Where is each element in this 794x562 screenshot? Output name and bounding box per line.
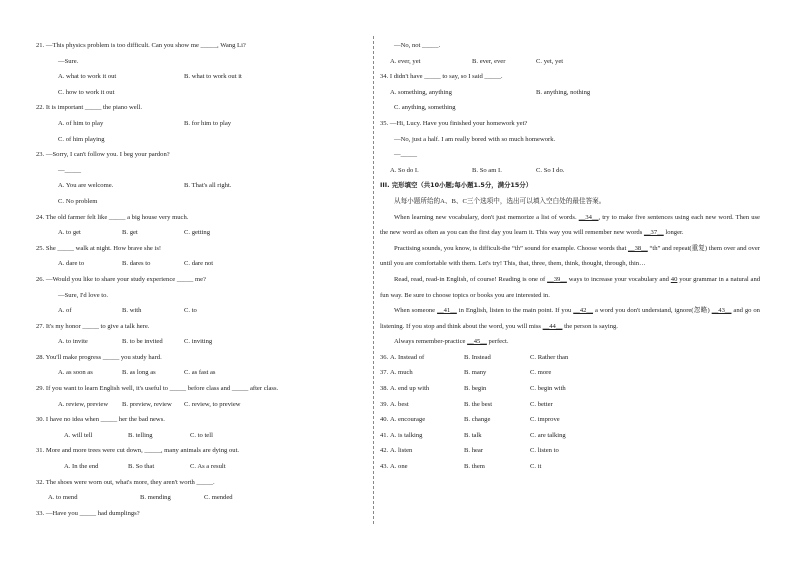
cloze-paragraph-5: [380, 334, 760, 350]
blank-42[interactable]: __42__: [573, 307, 594, 315]
q27-option-c[interactable]: C. inviting: [184, 338, 213, 346]
q22-option-a[interactable]: A. of him to play: [58, 119, 104, 127]
question-28: 28. You'll make progress _____ you study hard.: [36, 353, 162, 361]
q28-option-a[interactable]: A. as soon as: [58, 369, 93, 377]
q31-option-a[interactable]: A. In the end: [64, 463, 99, 471]
question-number: 39.: [380, 400, 389, 408]
cloze-answer-row: [380, 428, 760, 444]
cloze-text: When someone: [394, 307, 436, 315]
blank-38[interactable]: __38__: [627, 244, 648, 252]
option-c[interactable]: C. better: [530, 400, 553, 408]
question-35: 35. —Hi, Lucy. Have you finished your homework yet?: [380, 119, 528, 127]
question-21: 21. —This physics problem is too difficult. Can you show me _____, Wang Li?: [36, 42, 246, 49]
q23-reply: —_____: [58, 166, 82, 174]
q21-option-a[interactable]: A. what to work it out: [58, 73, 117, 81]
column-divider: [373, 36, 374, 524]
q30-option-b[interactable]: B. telling: [128, 431, 153, 439]
cloze-text: the person is saying.: [564, 322, 618, 330]
q27-option-a[interactable]: A. to invite: [58, 338, 88, 346]
option-c[interactable]: C. begin with: [530, 385, 566, 393]
blank-44[interactable]: __44__: [542, 322, 563, 330]
blank-34[interactable]: __34__: [578, 213, 599, 221]
question-number: 41.: [380, 431, 389, 439]
question-30: 30. I have no idea when _____ her the bad news.: [36, 416, 165, 424]
question-number: 36.: [380, 353, 389, 361]
left-column: [36, 38, 366, 521]
cloze-paragraph-4: [380, 303, 760, 334]
option-a[interactable]: A. best: [390, 400, 409, 408]
option-a[interactable]: A. is talking: [390, 431, 423, 439]
option-c[interactable]: C. Rather than: [530, 353, 569, 361]
q23-option-b[interactable]: B. That's all right.: [184, 182, 232, 190]
cloze-paragraph-1: [380, 210, 760, 241]
q32-option-a[interactable]: A. to mend: [48, 494, 78, 502]
option-a[interactable]: A. much: [390, 369, 413, 377]
cloze-answer-row: [380, 443, 760, 459]
cloze-paragraph-2: [380, 241, 760, 272]
option-a[interactable]: A. Instead of: [390, 353, 425, 361]
q32-options: [36, 490, 366, 506]
blank-40[interactable]: 40: [670, 275, 678, 283]
cloze-text: perfect.: [488, 338, 509, 346]
q23-option-c[interactable]: C. No problem: [58, 197, 98, 205]
option-c[interactable]: C. it: [530, 463, 542, 471]
cloze-text: “th” and repeat(重复) them over and over until you are comfortable with them. Let's try! This, that, three, them, think, thought, through, thin…: [380, 244, 760, 268]
cloze-answer-row: [380, 350, 760, 366]
cloze-text: longer.: [665, 229, 684, 237]
q27-options: [36, 334, 366, 350]
q33-reply: —No, not _____.: [394, 42, 441, 49]
q35-option-b[interactable]: B. So am I.: [472, 166, 502, 174]
q32-option-b[interactable]: B. mending: [140, 494, 171, 502]
q21-options: [36, 69, 366, 85]
cloze-text: Read, read, read-in English, of course! Reading is one of: [394, 275, 546, 283]
option-b[interactable]: B. the best: [464, 400, 493, 408]
question-26: 26. —Would you like to share your study experience _____ me?: [36, 275, 206, 283]
question-33: 33. —Have you _____ had dumplings?: [36, 509, 140, 517]
q26-reply: —Sure, I'd love to.: [58, 291, 109, 299]
cloze-text: in English, listen to the main point. If you: [458, 307, 572, 315]
question-22: 22. It is important _____ the piano well.: [36, 104, 143, 112]
cloze-text: When learning new vocabulary, don't just memorize a list of words.: [394, 213, 577, 221]
q33-option-a[interactable]: A. ever, yet: [390, 57, 421, 65]
blank-45[interactable]: __45__: [467, 338, 487, 346]
question-number: 38.: [380, 385, 389, 393]
option-c[interactable]: C. more: [530, 369, 552, 377]
right-column: [380, 38, 760, 475]
question-number: 43.: [380, 463, 389, 471]
cloze-paragraph-3: [380, 272, 760, 303]
q24-option-c[interactable]: C. getting: [184, 229, 211, 237]
option-b[interactable]: B. talk: [464, 431, 482, 439]
q25-option-b[interactable]: B. dares to: [122, 260, 151, 268]
q28-option-b[interactable]: B. as long as: [122, 369, 156, 377]
q33-option-b[interactable]: B. ever, ever: [472, 57, 506, 65]
cloze-text: your grammar in a natural and fun way. Be sure to choose topics or books you are interested in.: [380, 275, 761, 299]
question-32: 32. The shoes were worn out, what's more, they aren't worth _____.: [36, 478, 215, 486]
q31-option-b[interactable]: B. So that: [128, 463, 155, 471]
question-number: 37.: [380, 369, 389, 377]
q35-option-c[interactable]: C. So I do.: [536, 166, 565, 174]
q33-option-c[interactable]: C. yet, yet: [536, 57, 564, 65]
option-b[interactable]: B. hear: [464, 447, 484, 455]
q21-option-c[interactable]: C. how to work it out: [58, 88, 115, 96]
q34-option-b[interactable]: B. anything, nothing: [536, 88, 591, 96]
option-b[interactable]: B. begin: [464, 385, 487, 393]
q34-options: [380, 85, 760, 101]
q31-options: [36, 459, 366, 475]
option-a[interactable]: A. end up with: [390, 385, 430, 393]
q22-option-b[interactable]: B. for him to play: [184, 119, 232, 127]
q34-option-a[interactable]: A. something, anything: [390, 88, 452, 96]
q21-option-b[interactable]: B. what to work out it: [184, 73, 242, 81]
cloze-text: a word you don't understand, ignore(忽略): [594, 307, 710, 315]
question-24: 24. The old farmer felt like _____ a big house very much.: [36, 213, 189, 221]
question-25: 25. She _____ walk at night. How brave she is!: [36, 244, 162, 252]
cloze-text: Always remember-practice: [394, 338, 466, 346]
section-instruction: 从每小题所给的A、B、C三个选项中，选出可以填入空白处的最佳答案。: [394, 197, 606, 205]
cloze-answer-row: [380, 459, 760, 475]
blank-41[interactable]: __41__: [437, 307, 457, 315]
q35-reply: —No, just a half. I am really bored with so much homework.: [394, 135, 556, 143]
q35-options: [380, 163, 760, 179]
q24-option-b[interactable]: B. get: [122, 229, 138, 237]
cloze-answer-row: [380, 381, 760, 397]
option-b[interactable]: B. Instead: [464, 353, 491, 361]
q27-option-b[interactable]: B. to be invited: [122, 338, 163, 346]
question-29: 29. If you want to learn English well, it's useful to _____ before class and _____ after class.: [36, 385, 279, 393]
answer-choices: [380, 350, 760, 475]
cloze-answer-row: [380, 397, 760, 413]
q24-option-a[interactable]: A. to get: [58, 229, 81, 237]
q26-options: [36, 303, 366, 319]
q23-options: [36, 178, 366, 194]
q29-option-a[interactable]: A. review, preview: [58, 400, 109, 408]
q26-option-c[interactable]: C. to: [184, 307, 197, 315]
q25-options: [36, 256, 366, 272]
option-a[interactable]: A. one: [390, 463, 408, 471]
question-23: 23. —Sorry, I can't follow you. I beg your pardon?: [36, 151, 170, 159]
option-a[interactable]: A. listen: [390, 447, 413, 455]
section-title: III. 完形填空（共10小题;每小题1.5分，满分15分）: [380, 181, 533, 190]
q21-reply: —Sure.: [58, 57, 79, 65]
q26-option-a[interactable]: A. of: [58, 307, 72, 315]
q28-option-c[interactable]: C. as fast as: [184, 369, 216, 377]
question-31: 31. More and more trees were cut down, _____, many animals are dying out.: [36, 447, 240, 455]
option-c[interactable]: C. improve: [530, 416, 560, 424]
q29-options: [36, 397, 366, 413]
q22-option-c[interactable]: C. of him playing: [58, 135, 105, 143]
option-b[interactable]: B. change: [464, 416, 491, 424]
q24-options: [36, 225, 366, 241]
q26-option-b[interactable]: B. with: [122, 307, 142, 315]
q30-options: [36, 428, 366, 444]
option-a[interactable]: A. encourage: [390, 416, 426, 424]
question-27: 27. It's my honor _____ to give a talk here.: [36, 322, 150, 330]
question-number: 42.: [380, 447, 389, 455]
q35-reply-2: —_____: [394, 151, 418, 159]
option-c[interactable]: C. are talking: [530, 431, 566, 439]
q23-option-a[interactable]: A. You are welcome.: [58, 182, 114, 190]
cloze-answer-row: [380, 365, 760, 381]
q29-option-b[interactable]: B. preview, review: [122, 400, 172, 408]
q35-option-a[interactable]: A. So do I.: [390, 166, 419, 174]
cloze-text: ways to increase your vocabulary and: [568, 275, 669, 283]
blank-37[interactable]: __37__: [643, 229, 664, 237]
q30-option-c[interactable]: C. to tell: [190, 431, 213, 439]
q22-options: [36, 116, 366, 132]
q33-options: [380, 54, 760, 70]
cloze-answer-row: [380, 412, 760, 428]
option-b[interactable]: B. them: [464, 463, 485, 471]
q34-option-c[interactable]: C. anything, something: [394, 104, 456, 112]
question-34: 34. I didn't have _____ to say, so I said _____.: [380, 73, 503, 81]
cloze-text: and go on listening. If you stop and think about the word, you will miss: [380, 307, 760, 330]
blank-43[interactable]: __43__: [711, 307, 732, 315]
question-number: 40.: [380, 416, 389, 424]
q30-option-a[interactable]: A. will tell: [64, 431, 93, 439]
cloze-text: , try to make five sentences using each new word. Then use the new word as often as you can the first day you learn it. This way you will remember new words: [380, 213, 760, 237]
blank-39[interactable]: __39__: [547, 275, 567, 283]
q25-option-c[interactable]: C. dare not: [184, 260, 214, 268]
cloze-text: Practising sounds, you know, is difficult-the “th” sound for example. Choose words that: [394, 244, 627, 252]
q32-option-c[interactable]: C. mended: [204, 494, 233, 502]
q29-option-c[interactable]: C. review, to preview: [184, 400, 241, 408]
option-b[interactable]: B. many: [464, 369, 487, 377]
option-c[interactable]: C. listen to: [530, 447, 559, 455]
q25-option-a[interactable]: A. dare to: [58, 260, 85, 268]
q28-options: [36, 365, 366, 381]
q31-option-c[interactable]: C. As a result: [190, 463, 226, 471]
